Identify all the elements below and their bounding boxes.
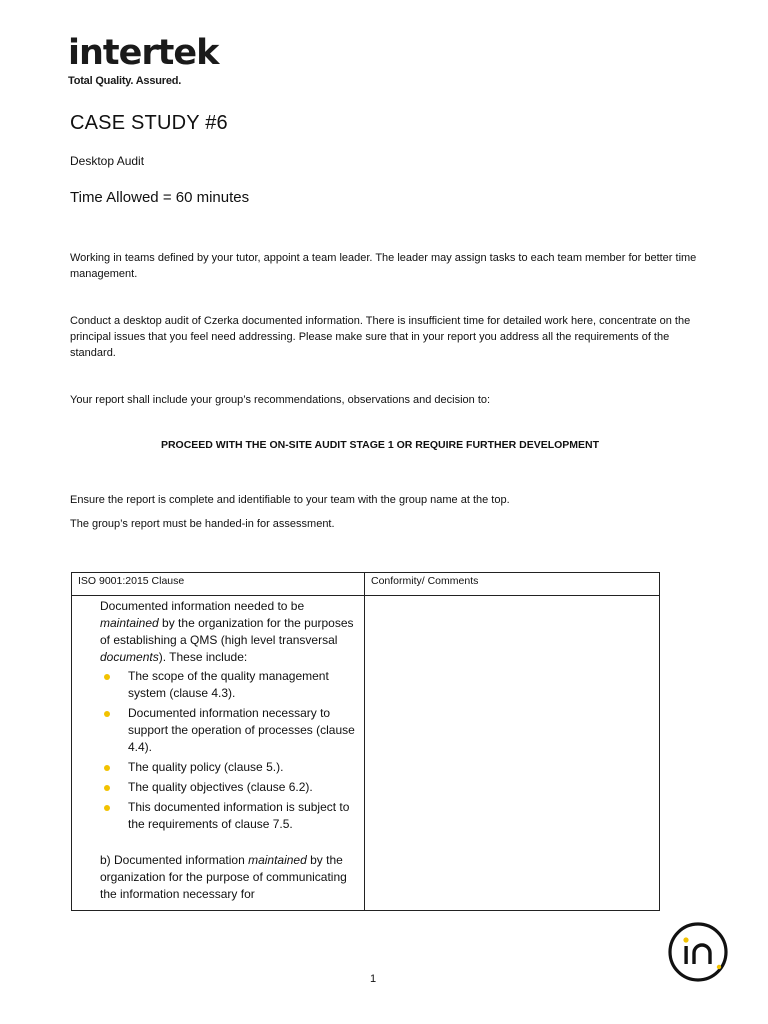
page-number: 1	[369, 973, 377, 985]
clause-table	[71, 572, 660, 911]
header-clause: ISO 9001:2015 Clause	[72, 573, 365, 596]
instruction-paragraph-teams: Working in teams defined by your tutor, appoint a team leader. The leader may assign tasks to each team member for better time management.	[70, 252, 697, 280]
item-b-text-1: b) Documented information	[100, 853, 249, 867]
intro-text-2: by the organization for the purposes of establishing a QMS (high level transversal	[100, 616, 354, 647]
requirement-list	[100, 668, 358, 833]
requirement-intro	[100, 598, 358, 666]
clause-requirements-cell	[72, 596, 365, 911]
bullet-icon	[104, 765, 110, 771]
item-b-emphasis-maintained: maintained	[248, 853, 307, 867]
intro-text-3: ). These include:	[158, 650, 248, 664]
instruction-paragraph-handin: The group’s report must be handed-in for assessment.	[70, 518, 335, 530]
page-title: CASE STUDY #6	[70, 112, 228, 134]
bullet-icon	[104, 674, 110, 680]
list-item: This documented information is subject to the requirements of clause 7.5.	[100, 799, 358, 833]
requirement-item-b	[100, 852, 358, 903]
intro-emphasis-maintained: maintained	[100, 616, 159, 630]
intro-emphasis-documents: documents	[100, 650, 159, 664]
logo-wordmark: intertek	[68, 33, 219, 73]
intertek-in-badge-icon	[666, 920, 730, 984]
decision-statement: PROCEED WITH THE ON-SITE AUDIT STAGE 1 OR REQUIRE FURTHER DEVELOPMENT	[160, 439, 600, 451]
instruction-paragraph-identify: Ensure the report is complete and identifiable to your team with the group name at the top.	[70, 494, 510, 506]
table-row	[72, 596, 660, 911]
list-item: The scope of the quality management system (clause 4.3).	[100, 668, 358, 702]
item-b-text-2: by the organization for the purpose of communicating the information necessary for	[100, 853, 347, 901]
list-item: The quality policy (clause 5.).	[100, 759, 358, 776]
header-comments: Conformity/ Comments	[365, 573, 660, 596]
table-header-row	[72, 573, 660, 596]
bullet-icon	[104, 805, 110, 811]
comments-cell[interactable]	[365, 596, 660, 911]
list-item: Documented information necessary to support the operation of processes (clause 4.4).	[100, 705, 358, 756]
bullet-icon	[104, 711, 110, 717]
intro-text-1: Documented information needed to be	[100, 599, 305, 613]
logo-tagline: Total Quality. Assured.	[68, 75, 182, 87]
bullet-icon	[104, 785, 110, 791]
instruction-paragraph-audit: Conduct a desktop audit of Czerka documented information. There is insufficient time for detailed work here, concentrate on the principal issues that you feel need addressing. Please make sure that in your report you address all the requirements of the standard.	[70, 315, 691, 359]
page-subtitle: Desktop Audit	[70, 154, 145, 168]
intertek-logo	[68, 33, 219, 87]
instruction-paragraph-report: Your report shall include your group’s recommendations, observations and decision to:	[70, 394, 491, 406]
list-item: The quality objectives (clause 6.2).	[100, 779, 358, 796]
time-allowed: Time Allowed = 60 minutes	[70, 189, 250, 206]
